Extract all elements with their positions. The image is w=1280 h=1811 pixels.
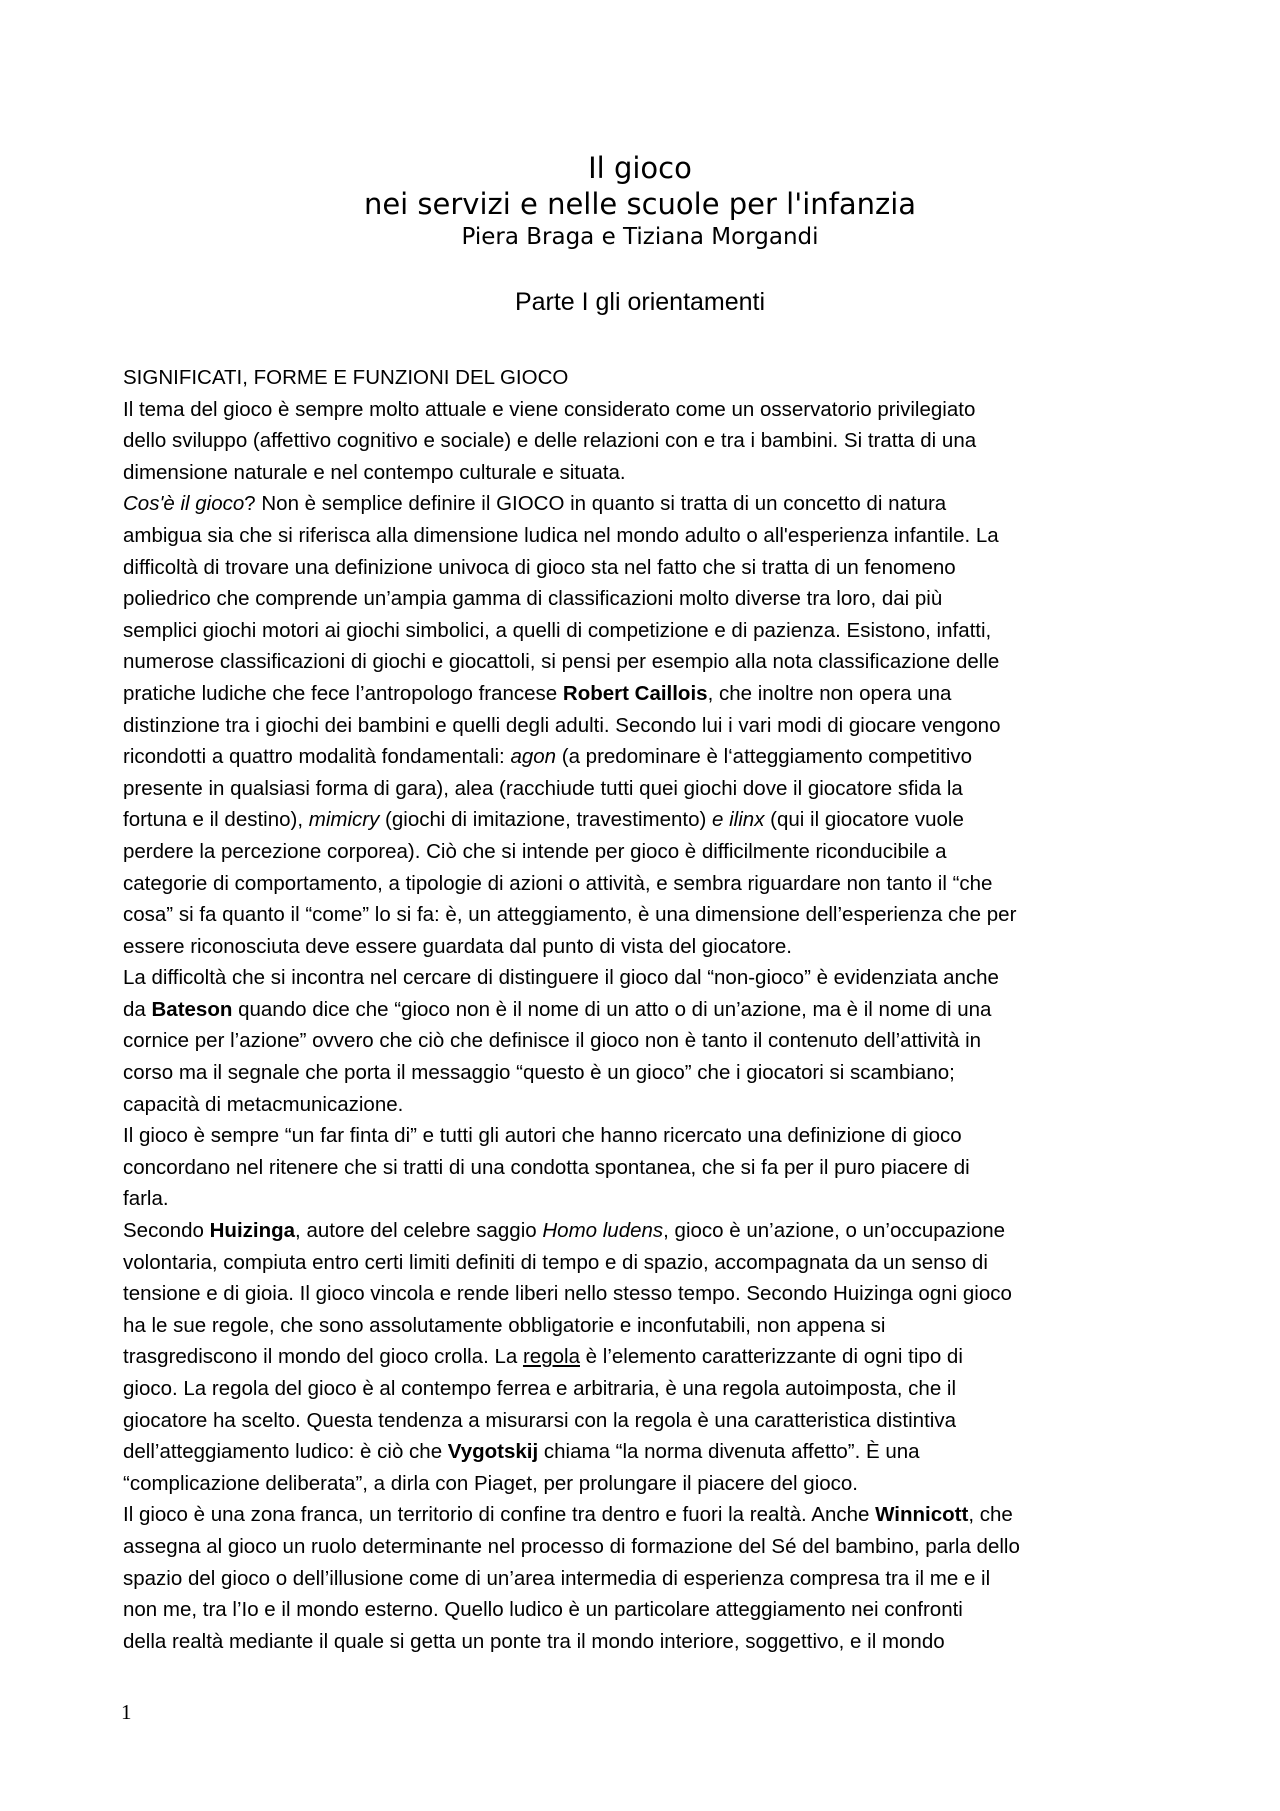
text-segment: non me, tra l’Io e il mondo esterno. Quello ludico è un particolare atteggiamento nei confronti [123, 1598, 963, 1622]
text-segment: poliedrico che comprende un’ampia gamma di classificazioni molto diverse tra loro, dai più [123, 587, 943, 611]
text-segment: quando dice che “gioco non è il nome di un atto o di un’azione, ma è il nome di una [232, 997, 992, 1021]
text-segment: , autore del celebre saggio [295, 1219, 543, 1243]
text-segment: semplici giochi motori ai giochi simbolici, a quelli di competizione e di pazienza. Esistono, infatti, [123, 618, 992, 642]
text-line [123, 994, 1168, 1026]
text-segment: (giochi di imitazione, travestimento) [379, 808, 713, 832]
text-line [123, 1563, 1168, 1595]
text-line [123, 899, 1168, 931]
text-line [123, 804, 1168, 836]
text-line [123, 1152, 1168, 1184]
text-segment: gioco. La regola del gioco è al contempo ferrea e arbitraria, è una regola autoimposta, che il [123, 1377, 957, 1400]
text-segment: , che inoltre non opera una [707, 681, 952, 705]
text-segment: dimensione naturale e nel contempo culturale e situata. [123, 460, 626, 484]
text-segment: presente in qualsiasi forma di gara), alea (racchiude tutti quei giochi dove il giocatore sfida la [123, 776, 963, 800]
text-segment: “complicazione deliberata”, a dirla con Piaget, per prolungare il piacere del gioco. [123, 1471, 858, 1495]
text-line [123, 1405, 1168, 1437]
text-line [123, 1594, 1168, 1626]
part-heading: Parte I gli orientamenti [514, 288, 766, 316]
text-segment: della realtà mediante il quale si getta un ponte tra il mondo interiore, soggettivo, e il mondo [123, 1629, 945, 1653]
page-number: 1 [121, 1700, 132, 1724]
bold-text: Huizinga [209, 1219, 296, 1243]
text-segment: cornice per l’azione” ovvero che ciò che definisce il gioco non è tanto il contenuto dell’attività in [123, 1029, 982, 1053]
text-line [123, 1025, 1168, 1057]
text-line [123, 1499, 1168, 1531]
text-line [123, 646, 1168, 678]
text-segment: essere riconosciuta deve essere guardata dal punto di vista del giocatore. [123, 934, 792, 958]
underlined-text: regola [522, 1345, 580, 1369]
text-line [123, 868, 1168, 900]
text-line [123, 394, 1168, 426]
italic-text: Homo ludens [542, 1219, 664, 1243]
text-segment: Secondo [123, 1219, 210, 1243]
text-line [123, 488, 1168, 520]
text-segment: ha le sue regole, che sono assolutamente obbligatorie e inconfutabili, non appena si [123, 1313, 886, 1337]
text-segment: SIGNIFICATI, FORME E FUNZIONI DEL GIOCO [123, 366, 569, 389]
text-segment: assegna al gioco un ruolo determinante nel processo di formazione del Sé del bambino, parla dello [123, 1534, 1020, 1558]
text-line [123, 710, 1168, 742]
text-segment: La difficoltà che si incontra nel cercare di distinguere il gioco dal “non-gioco” è evidenziata anche [123, 966, 999, 990]
text-line [123, 962, 1168, 994]
text-segment: volontaria, compiuta entro certi limiti definiti di tempo e di spazio, accompagnata da un senso di [123, 1250, 988, 1274]
bold-text: Vygotskij [447, 1440, 539, 1464]
text-line [123, 1215, 1168, 1247]
text-line [123, 836, 1168, 868]
text-segment: chiama “la norma divenuta affetto”. È una [538, 1440, 920, 1464]
italic-text: Cos'è il gioco [123, 492, 245, 516]
text-line [123, 1310, 1168, 1342]
text-line [123, 1089, 1168, 1121]
text-line [123, 931, 1168, 963]
text-segment: pratiche ludiche che fece l’antropologo francese [123, 681, 563, 705]
text-segment: fortuna e il destino), [123, 808, 309, 832]
text-segment: Il tema del gioco è sempre molto attuale e viene considerato come un osservatorio privilegiato [123, 397, 976, 421]
text-line [123, 1278, 1168, 1310]
text-line [123, 1531, 1168, 1563]
text-segment: trasgrediscono il mondo del gioco crolla. La [123, 1345, 523, 1369]
bold-text: Robert Caillois [562, 681, 708, 705]
text-segment: distinzione tra i giochi dei bambini e quelli degli adulti. Secondo lui i vari modi di giocare vengono [123, 713, 1001, 737]
document-authors: Piera Braga e Tiziana Morgandi [461, 224, 819, 250]
text-segment: corso ma il segnale che porta il messaggio “questo è un gioco” che i giocatori si scambiano; [123, 1061, 955, 1085]
body-text [123, 362, 1168, 1657]
italic-text: mimicry [308, 808, 380, 832]
text-segment: dello sviluppo (affettivo cognitivo e sociale) e delle relazioni con e tra i bambini. Si tratta di una [123, 429, 977, 453]
text-line [123, 583, 1168, 615]
document-title: Il gioco [588, 151, 692, 185]
text-segment: da [123, 997, 152, 1021]
text-segment: (qui il giocatore vuole [764, 808, 964, 832]
text-line [123, 1183, 1168, 1215]
text-segment: Il gioco è sempre “un far finta di” e tutti gli autori che hanno ricercato una definizione di gioco [123, 1124, 962, 1148]
text-segment: perdere la percezione corporea). Ciò che si intende per gioco è difficilmente riconducibile a [123, 839, 947, 863]
text-segment: , gioco è un’azione, o un’occupazione [663, 1219, 1006, 1243]
text-segment: concordano nel ritenere che si tratti di una condotta spontanea, che si fa per il puro piacere di [123, 1155, 970, 1179]
text-segment: difficoltà di trovare una definizione univoca di gioco sta nel fatto che si tratta di un fenomeno [123, 555, 956, 579]
text-line [123, 362, 1168, 394]
text-segment: numerose classificazioni di giochi e giocattoli, si pensi per esempio alla nota classificazione delle [123, 650, 1000, 674]
text-line [123, 1120, 1168, 1152]
text-segment: (a predominare è l‘atteggiamento competitivo [556, 745, 972, 769]
text-segment: ambigua sia che si riferisca alla dimensione ludica nel mondo adulto o all'esperienza infantile. La [123, 523, 999, 547]
bold-text: Winnicott [875, 1503, 969, 1527]
text-line [123, 1341, 1168, 1373]
text-line [123, 773, 1168, 805]
text-line [123, 1057, 1168, 1089]
text-segment: ricondotti a quattro modalità fondamentali: [123, 745, 511, 769]
text-segment: è l’elemento caratterizzante di ogni tipo di [579, 1345, 963, 1369]
text-line [123, 741, 1168, 773]
text-segment: ? Non è semplice definire il GIOCO in quanto si tratta di un concetto di natura [244, 492, 947, 516]
title-block [0, 150, 1280, 252]
text-line [123, 520, 1168, 552]
text-segment: spazio del gioco o dell’illusione come di un’area intermedia di esperienza compresa tra il me e il [123, 1566, 991, 1590]
text-line [123, 457, 1168, 489]
text-line [123, 1247, 1168, 1279]
text-line [123, 1468, 1168, 1500]
text-line [123, 1373, 1168, 1405]
italic-text: e ilinx [712, 808, 765, 832]
bold-text: Bateson [151, 997, 233, 1021]
text-segment: Il gioco è una zona franca, un territorio di confine tra dentro e fuori la realtà. Anche [123, 1503, 876, 1527]
text-line [123, 678, 1168, 710]
document-subtitle: nei servizi e nelle scuole per l'infanzia [363, 187, 917, 221]
italic-text: agon [510, 745, 557, 769]
text-line [123, 425, 1168, 457]
text-segment: farla. [123, 1187, 169, 1211]
text-segment: dell’atteggiamento ludico: è ciò che [123, 1440, 448, 1464]
text-segment: , che [968, 1503, 1013, 1527]
text-segment: capacità di metacmunicazione. [123, 1092, 404, 1116]
text-segment: tensione e di gioia. Il gioco vincola e rende liberi nello stesso tempo. Secondo Huizinga ogni gioco [123, 1282, 1012, 1306]
text-segment: categorie di comportamento, a tipologie di azioni o attività, e sembra riguardare non tanto il “che [123, 871, 993, 895]
text-line [123, 552, 1168, 584]
text-line [123, 1436, 1168, 1468]
text-line [123, 615, 1168, 647]
text-segment: giocatore ha scelto. Questa tendenza a misurarsi con la regola è una caratteristica distintiva [123, 1408, 956, 1432]
text-segment: cosa” si fa quanto il “come” lo si fa: è, un atteggiamento, è una dimensione dell’esperienza che per [123, 903, 1017, 927]
text-line [123, 1626, 1168, 1658]
